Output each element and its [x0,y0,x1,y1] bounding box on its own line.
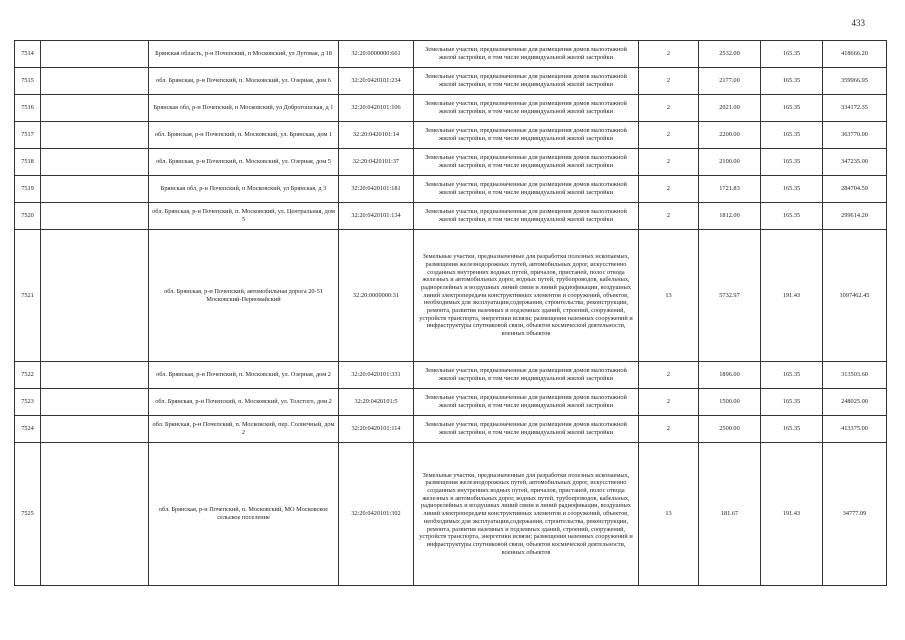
table-row [15,416,887,443]
area-cell: 2177.00 [699,68,761,95]
group-cell: 13 [639,230,699,362]
cadastral-number-cell: 32:20:0420101:5 [339,389,414,416]
cadastral-value-cell: 359966.95 [823,68,887,95]
cadastral-number-cell: 32:20:0420101:134 [339,203,414,230]
blank-cell [41,443,149,586]
area-cell: 2021.00 [699,95,761,122]
row-number: 7525 [15,443,41,586]
cadastral-value-cell: 248025.00 [823,389,887,416]
address-cell: Брянская обл, р-н Почепский, п Московский, ул Доброгошская, д 1 [149,95,339,122]
cadastral-value-cell: 34777.09 [823,443,887,586]
table-row [15,230,887,362]
cadastral-number-cell: 32:20:0420101:37 [339,149,414,176]
cadastral-value-cell: 418666.20 [823,41,887,68]
area-cell: 2200.00 [699,122,761,149]
cadastral-value-cell: 1097462.45 [823,230,887,362]
group-cell: 2 [639,176,699,203]
row-number: 7514 [15,41,41,68]
cadastral-value-cell: 413375.00 [823,416,887,443]
rate-cell: 165.35 [761,68,823,95]
cadastral-number-cell: 32:20:0420101:302 [339,443,414,586]
cadastral-number-cell: 32:20:0420101:114 [339,416,414,443]
area-cell: 2100.00 [699,149,761,176]
row-number: 7519 [15,176,41,203]
table-row [15,362,887,389]
land-purpose-cell: Земельные участки, предназначенные для размещения домов малоэтажной жилой застройки, в том числе индивидуальной жилой застройки [414,68,639,95]
rate-cell: 165.35 [761,95,823,122]
blank-cell [41,122,149,149]
rate-cell: 165.35 [761,389,823,416]
table-row [15,95,887,122]
land-purpose-cell: Земельные участки, предназначенные для размещения домов малоэтажной жилой застройки, в том числе индивидуальной жилой застройки [414,416,639,443]
row-number: 7524 [15,416,41,443]
cadastral-number-cell: 32:20:0420101:106 [339,95,414,122]
rate-cell: 165.35 [761,41,823,68]
blank-cell [41,41,149,68]
group-cell: 2 [639,389,699,416]
group-cell: 2 [639,41,699,68]
address-cell: обл. Брянская, р-н Почепский, п. Московский, ул. Озерная, дом 2 [149,362,339,389]
land-purpose-cell: Земельные участки, предназначенные для размещения домов малоэтажной жилой застройки, в том числе индивидуальной жилой застройки [414,122,639,149]
address-cell: Брянская область, р-н Почепский, п Московский, ул Луговая, д 18 [149,41,339,68]
land-purpose-cell: Земельные участки, предназначенные для размещения домов малоэтажной жилой застройки, в том числе индивидуальной жилой застройки [414,41,639,68]
cadastral-value-cell: 299614.20 [823,203,887,230]
rate-cell: 191.43 [761,443,823,586]
cadastral-number-cell: 32:20:0420101:14 [339,122,414,149]
area-cell: 1896.00 [699,362,761,389]
address-cell: обл. Брянская, р-н Почепский, п. Московский, пер. Солнечный, дом 2 [149,416,339,443]
table-row [15,389,887,416]
group-cell: 2 [639,362,699,389]
address-cell: обл. Брянская, р-н Почепский, п. Московский, МО Московское сельское поселение [149,443,339,586]
group-cell: 2 [639,122,699,149]
land-purpose-cell: Земельные участки, предназначенные для размещения домов малоэтажной жилой застройки, в том числе индивидуальной жилой застройки [414,149,639,176]
land-registry-table [14,40,887,586]
cadastral-number-cell: 32:20:0420101:181 [339,176,414,203]
cadastral-number-cell: 32:20:0420101:331 [339,362,414,389]
cadastral-value-cell: 334172.35 [823,95,887,122]
blank-cell [41,362,149,389]
address-cell: обл. Брянская, р-н Почепский, п. Московский, ул. Брянская, дом 1 [149,122,339,149]
row-number: 7523 [15,389,41,416]
group-cell: 2 [639,95,699,122]
address-cell: обл. Брянская, р-н Почепский, автомобильная дорога 20-51 Московский-Первомайский [149,230,339,362]
land-purpose-cell: Земельные участки, предназначенные для разработки полезных ископаемых, размещения железнодорожных путей, автомобильных дорог, искусственно созданных внутренних водных путей, причалов, пристаней, полос отвода железных и автомобильных дорог, водных путей, трубопроводов, кабельных, радиорелейных и воздушных линий связи и линий радиофикации, воздушных линий электропередачи конструктивных элементов и сооружений, объектов, необходимых для эксплуатации,содержания, строительства, реконструкции, ремонта, развития наземных и подземных зданий, строений, сооружений, устройств транспорта, энергетики исвязи; размещения наземных сооружений и инфраструктуры спутниковой связи, объектов космической деятельности, военных объектов [414,443,639,586]
table-row [15,203,887,230]
cadastral-value-cell: 363770.00 [823,122,887,149]
land-purpose-cell: Земельные участки, предназначенные для размещения домов малоэтажной жилой застройки, в том числе индивидуальной жилой застройки [414,95,639,122]
area-cell: 1500.00 [699,389,761,416]
rate-cell: 165.35 [761,122,823,149]
rate-cell: 165.35 [761,149,823,176]
group-cell: 2 [639,68,699,95]
land-purpose-cell: Земельные участки, предназначенные для размещения домов малоэтажной жилой застройки, в том числе индивидуальной жилой застройки [414,203,639,230]
area-cell: 5732.97 [699,230,761,362]
row-number: 7517 [15,122,41,149]
land-purpose-cell: Земельные участки, предназначенные для разработки полезных ископаемых, размещения железнодорожных путей, автомобильных дорог, искусственно созданных внутренних водных путей, причалов, пристаней, полос отвода железных и автомобильных дорог, водных путей, трубопроводов, кабельных, радиорелейных и воздушных линий связи и линий радиофикации, воздушных линий электропередачи конструктивных элементов и сооружений, объектов, необходимых для эксплуатации,содержания, строительства, реконструкции, ремонта, развития наземных и подземных зданий, строений, сооружений, устройств транспорта, энергетики исвязи; размещения наземных сооружений и инфраструктуры спутниковой связи, объектов космической деятельности, военных объектов [414,230,639,362]
table-row [15,149,887,176]
row-number: 7518 [15,149,41,176]
address-cell: обл. Брянская, р-н Почепский, п. Московский, ул. Озерная, дом 5 [149,149,339,176]
area-cell: 2532.00 [699,41,761,68]
table-body [15,41,887,586]
area-cell: 1721.83 [699,176,761,203]
table-row [15,68,887,95]
table-row [15,176,887,203]
group-cell: 2 [639,203,699,230]
blank-cell [41,149,149,176]
area-cell: 1812.00 [699,203,761,230]
cadastral-number-cell: 32:20:0420101:234 [339,68,414,95]
row-number: 7516 [15,95,41,122]
cadastral-number-cell: 32:20:0000000:31 [339,230,414,362]
land-purpose-cell: Земельные участки, предназначенные для размещения домов малоэтажной жилой застройки, в том числе индивидуальной жилой застройки [414,176,639,203]
blank-cell [41,95,149,122]
cadastral-value-cell: 313503.60 [823,362,887,389]
area-cell: 2500.00 [699,416,761,443]
blank-cell [41,68,149,95]
row-number: 7521 [15,230,41,362]
address-cell: обл. Брянская, р-н Почепский, п. Московский, ул. Толстого, дом 2 [149,389,339,416]
cadastral-value-cell: 347235.00 [823,149,887,176]
row-number: 7522 [15,362,41,389]
group-cell: 2 [639,416,699,443]
address-cell: обл. Брянская, р-н Почепский, п. Московский, ул. Озерная, дом 6 [149,68,339,95]
blank-cell [41,389,149,416]
row-number: 7520 [15,203,41,230]
rate-cell: 165.35 [761,416,823,443]
area-cell: 181.67 [699,443,761,586]
rate-cell: 165.35 [761,362,823,389]
table-row [15,443,887,586]
cadastral-value-cell: 284704.59 [823,176,887,203]
cadastral-number-cell: 32:20:0000000:661 [339,41,414,68]
page-number: 433 [851,18,865,28]
table-row [15,122,887,149]
land-purpose-cell: Земельные участки, предназначенные для размещения домов малоэтажной жилой застройки, в том числе индивидуальной жилой застройки [414,389,639,416]
rate-cell: 191.43 [761,230,823,362]
blank-cell [41,203,149,230]
address-cell: Брянская обл, р-н Почепский, п Московский, ул Брянская, д 3 [149,176,339,203]
land-purpose-cell: Земельные участки, предназначенные для размещения домов малоэтажной жилой застройки, в том числе индивидуальной жилой застройки [414,362,639,389]
blank-cell [41,416,149,443]
rate-cell: 165.35 [761,176,823,203]
address-cell: обл. Брянская, р-н Почепский, п. Московский, ул. Центральная, дом 5 [149,203,339,230]
table-row [15,41,887,68]
group-cell: 2 [639,149,699,176]
blank-cell [41,230,149,362]
group-cell: 13 [639,443,699,586]
rate-cell: 165.35 [761,203,823,230]
row-number: 7515 [15,68,41,95]
blank-cell [41,176,149,203]
